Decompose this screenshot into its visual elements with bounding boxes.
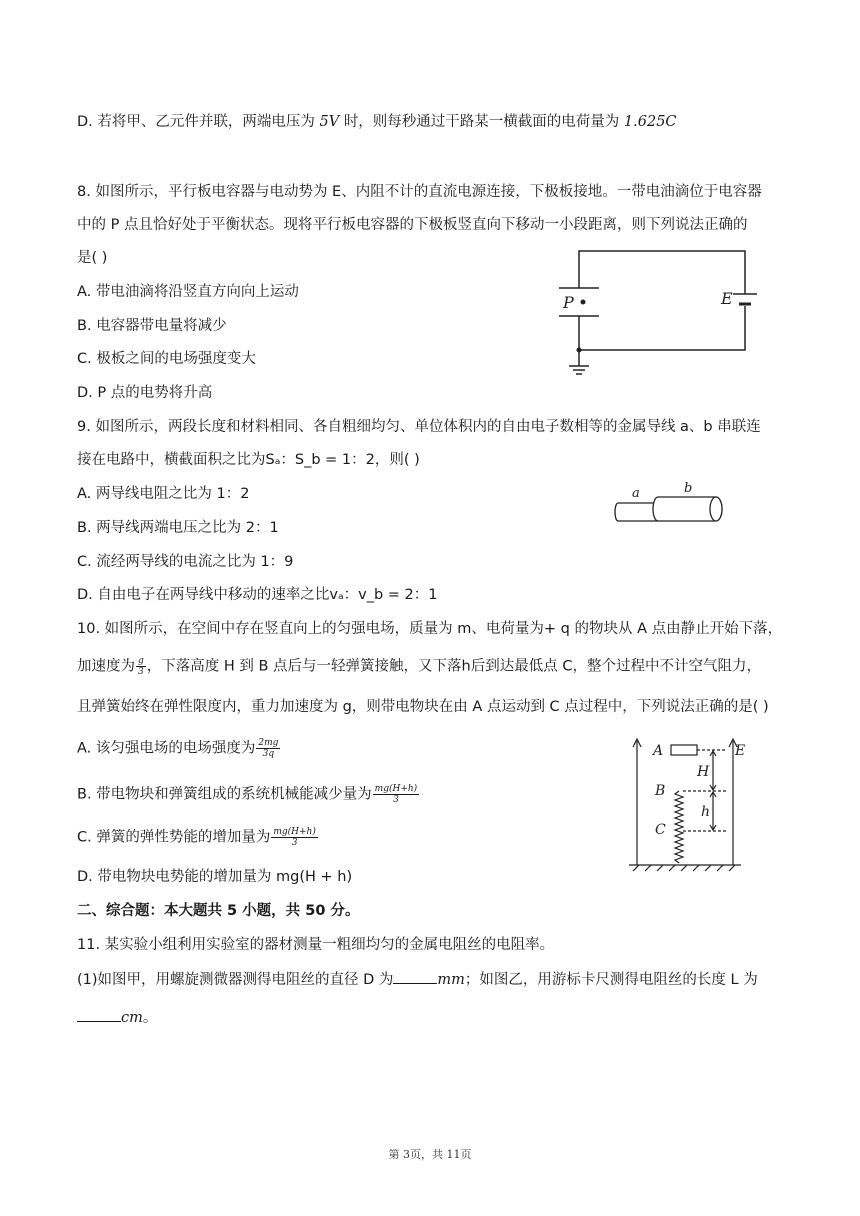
q10-option-a	[77, 738, 281, 759]
unit-mm: mm	[437, 972, 465, 988]
frac-num: g	[138, 656, 144, 666]
q11-part1-line2	[77, 1007, 157, 1028]
period: 。	[142, 1010, 158, 1026]
fig9-label-a: a	[632, 486, 640, 501]
q7d-charge: 1.625C	[623, 114, 677, 130]
q10b-text: B. 带电物块和弹簧组成的系统机械能减少量为	[77, 786, 372, 803]
q7d-mid: 时，则每秒通过干路某一横截面的电荷量为	[343, 114, 620, 130]
fig10-label-E: E	[735, 743, 746, 759]
q10c-text: C. 弹簧的弹性势能的增加量为	[77, 829, 271, 846]
q7d-prefix: D. 若将甲、乙元件并联，两端电压为	[77, 114, 315, 130]
q8-stem-line2: 中的 P 点且恰好处于平衡状态。现将平行板电容器的下极板竖直向下移动一小段距离，则下列说法正确的	[77, 217, 748, 233]
q9-option-c: C. 流经两导线的电流之比为 1：9	[77, 554, 294, 570]
answer-blank-diameter[interactable]	[393, 969, 437, 984]
q8-stem-line1: 8. 如图所示，平行板电容器与电动势为 E、内阻不计的直流电源连接，下极板接地。一带电油滴位于电容器	[77, 184, 762, 200]
q9-wires-figure	[610, 483, 730, 531]
q8-option-a: A. 带电油滴将沿竖直方向向上运动	[77, 284, 299, 300]
frac-den: 3q	[262, 749, 275, 759]
q11-stem: 11. 某实验小组利用实验室的器材测量一粗细均匀的金属电阻丝的电阻率。	[77, 937, 555, 953]
q11-part1-line1	[77, 969, 758, 990]
frac-num: mg(H+h)	[374, 784, 418, 794]
q7d-voltage: 5V	[319, 114, 340, 130]
unit-cm: cm	[121, 1010, 143, 1026]
fig8-label-p: P	[563, 293, 574, 312]
q10-option-b	[77, 784, 420, 805]
q10-stem-line2	[77, 656, 761, 677]
fig10-label-B: B	[655, 783, 666, 799]
q10c-fraction	[271, 827, 318, 848]
fig10-label-C: C	[655, 822, 666, 838]
fig10-label-A: A	[653, 743, 664, 759]
q10-line2-post: ，下落高度 H 到 B 点后与一轻弹簧接触，又下落h后到达最低点 C，整个过程中不计空气阻力，	[146, 658, 761, 675]
q10-option-d: D. 带电物块电势能的增加量为 mg(H + h)	[77, 869, 353, 885]
q8-option-c: C. 极板之间的电场强度变大	[77, 351, 256, 367]
frac-den: 3	[393, 795, 399, 805]
answer-blank-length[interactable]	[77, 1007, 121, 1022]
fig10-label-h: h	[701, 804, 711, 820]
q11-part1-mid: ；如图乙，用游标卡尺测得电阻丝的长度 L 为	[464, 972, 758, 988]
frac-num: 2mg	[258, 738, 279, 748]
frac-den: 3	[291, 838, 298, 848]
q10b-fraction	[373, 784, 420, 805]
q10-line2-pre: 加速度为	[77, 658, 135, 675]
q9-option-d: D. 自由电子在两导线中移动的速率之比vₐ：v_b = 2：1	[77, 587, 438, 603]
q10-stem-line1: 10. 如图所示，在空间中存在竖直向上的匀强电场，质量为 m、电荷量为+ q 的物块从 A 点由静止开始下落，	[77, 621, 783, 637]
fig10-label-H: H	[697, 764, 710, 780]
q10a-fraction	[256, 738, 280, 759]
q7-option-d	[77, 112, 677, 132]
page-footer: 第 3页，共 11页	[388, 1148, 472, 1161]
fig8-label-e: E	[721, 289, 733, 308]
section2-title: 二、综合题：本大题共 5 小题，共 50 分。	[77, 903, 360, 919]
q10-option-c	[77, 827, 319, 848]
q9-stem-line2: 接在电路中，横截面积之比为Sₐ：S_b = 1：2，则( )	[77, 452, 420, 468]
q10-accel-fraction	[136, 656, 146, 677]
q9-option-b: B. 两导线两端电压之比为 2：1	[77, 520, 279, 536]
frac-den: 3	[138, 667, 144, 677]
q8-stem-line3: 是( )	[77, 250, 108, 266]
frac-num: mg(H+h)	[273, 827, 316, 837]
q9-stem-line1: 9. 如图所示，两段长度和材料相同、各自粗细均匀、单位体积内的自由电子数相等的金属导线 a、b 串联连	[77, 419, 761, 435]
q11-part1-pre: (1)如图甲，用螺旋测微器测得电阻丝的直径 D 为	[77, 972, 394, 988]
q10a-text: A. 该匀强电场的电场强度为	[77, 740, 256, 757]
q8-capacitor-circuit-figure	[555, 246, 755, 386]
fig9-label-b: b	[684, 481, 693, 496]
q8-option-b: B. 电容器带电量将减少	[77, 318, 227, 334]
q10-spring-field-figure	[625, 735, 755, 880]
q9-option-a: A. 两导线电阻之比为 1：2	[77, 486, 250, 502]
q10-stem-line3: 且弹簧始终在弹性限度内，重力加速度为 g，则带电物块在由 A 点运动到 C 点过程中，下列说法正确的是( )	[77, 699, 769, 715]
q8-option-d: D. P 点的电势将升高	[77, 385, 213, 401]
